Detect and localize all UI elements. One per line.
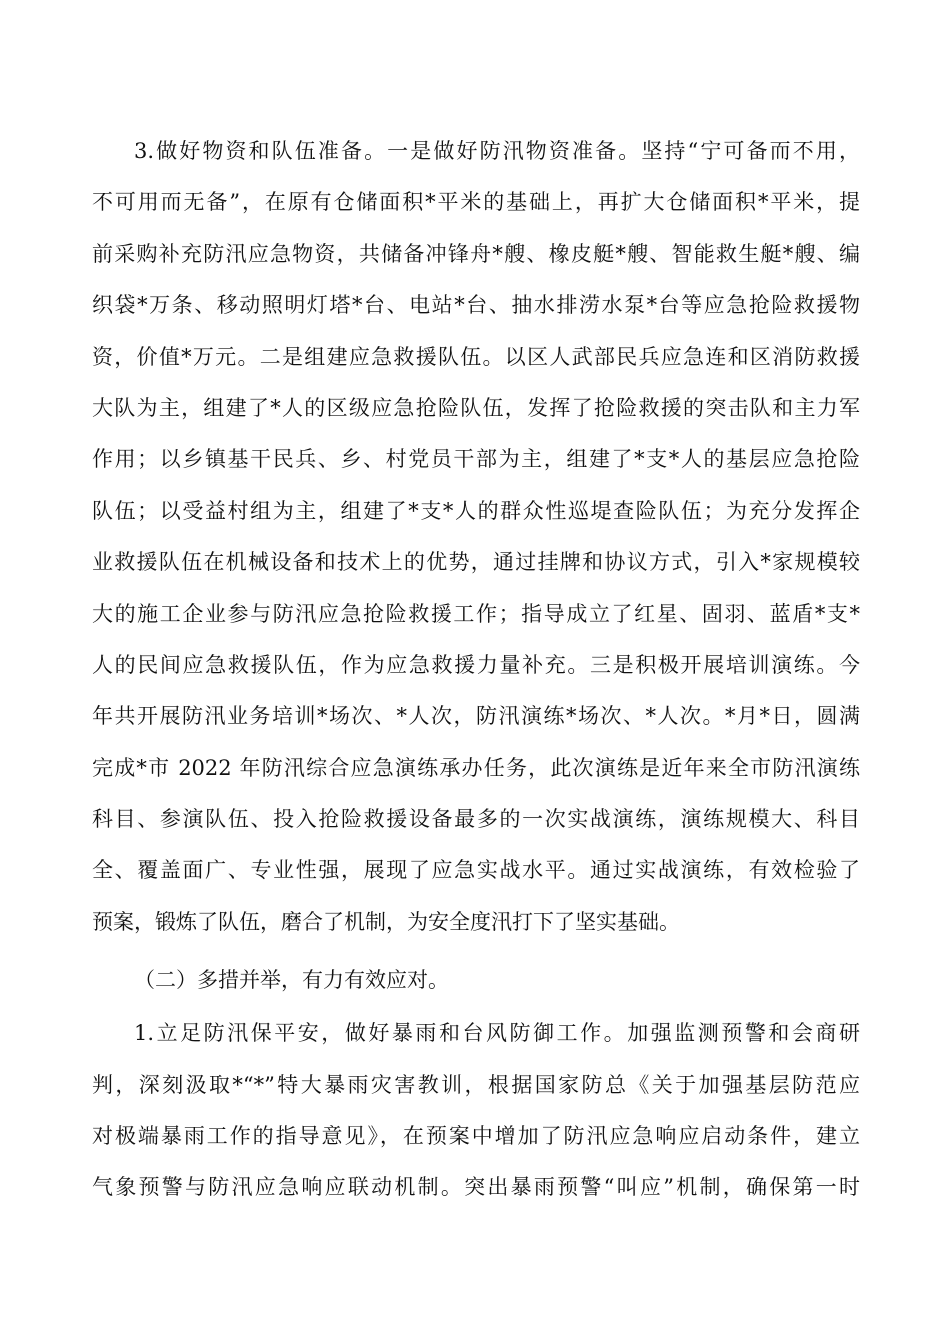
paragraph-line: 大队为主，组建了*人的区级应急抢险队伍，发挥了抢险救援的突击队和主力军 bbox=[92, 395, 860, 420]
paragraph-flood-prevention bbox=[92, 1008, 860, 1214]
document-body bbox=[92, 126, 860, 1214]
paragraph-line: 完成*市 2022 年防汛综合应急演练承办任务，此次演练是近年来全市防汛演练 bbox=[92, 755, 860, 780]
paragraph-line: 全、覆盖面广、专业性强，展现了应急实战水平。通过实战演练，有效检验了 bbox=[92, 858, 860, 883]
paragraph-line: 资，价值*万元。二是组建应急救援队伍。以区人武部民兵应急连和区消防救援 bbox=[92, 344, 860, 369]
paragraph-line: 气象预警与防汛应急响应联动机制。突出暴雨预警“叫应”机制，确保第一时 bbox=[92, 1175, 860, 1200]
paragraph-line: 科目、参演队伍、投入抢险救援设备最多的一次实战演练，演练规模大、科目 bbox=[92, 807, 860, 832]
paragraph-line: 预案，锻炼了队伍，磨合了机制，为安全度汛打下了坚实基础。 bbox=[92, 909, 680, 934]
paragraph-line: 队伍；以受益村组为主，组建了*支*人的群众性巡堤查险队伍；为充分发挥企 bbox=[92, 498, 860, 523]
paragraph-line: 年共开展防汛业务培训*场次、*人次，防汛演练*场次、*人次。*月*日，圆满 bbox=[92, 704, 860, 729]
paragraph-line: 3.做好物资和队伍准备。一是做好防汛物资准备。坚持“宁可备而不用， bbox=[134, 139, 860, 163]
paragraph-line: 织袋*万条、移动照明灯塔*台、电站*台、抽水排涝水泵*台等应急抢险救援物 bbox=[92, 293, 860, 318]
paragraph-line: 对极端暴雨工作的指导意见》，在预案中增加了防汛应急响应启动条件，建立 bbox=[92, 1124, 860, 1149]
paragraph-line: 1.立足防汛保平安，做好暴雨和台风防御工作。加强监测预警和会商研 bbox=[134, 1021, 860, 1046]
paragraph-line: 判，深刻汲取*“*”特大暴雨灾害教训，根据国家防总《关于加强基层防范应 bbox=[92, 1072, 860, 1097]
paragraph-line: 人的民间应急救援队伍，作为应急救援力量补充。三是积极开展培训演练。今 bbox=[92, 652, 860, 677]
paragraph-supplies-and-teams bbox=[92, 126, 860, 948]
paragraph-line: 业救援队伍在机械设备和技术上的优势，通过挂牌和协议方式，引入*家规模较 bbox=[92, 550, 860, 575]
paragraph-line: 作用；以乡镇基干民兵、乡、村党员干部为主，组建了*支*人的基层应急抢险 bbox=[92, 447, 860, 472]
section-heading: （二）多措并举，有力有效应对。 bbox=[134, 968, 449, 993]
paragraph-line: 前采购补充防汛应急物资，共储备冲锋舟*艘、橡皮艇*艘、智能救生艇*艘、编 bbox=[92, 241, 860, 266]
paragraph-line: 大的施工企业参与防汛应急抢险救援工作；指导成立了红星、固羽、蓝盾*支* bbox=[92, 601, 860, 626]
paragraph-line: 不可用而无备”，在原有仓储面积*平米的基础上，再扩大仓储面积*平米，提 bbox=[92, 190, 860, 215]
